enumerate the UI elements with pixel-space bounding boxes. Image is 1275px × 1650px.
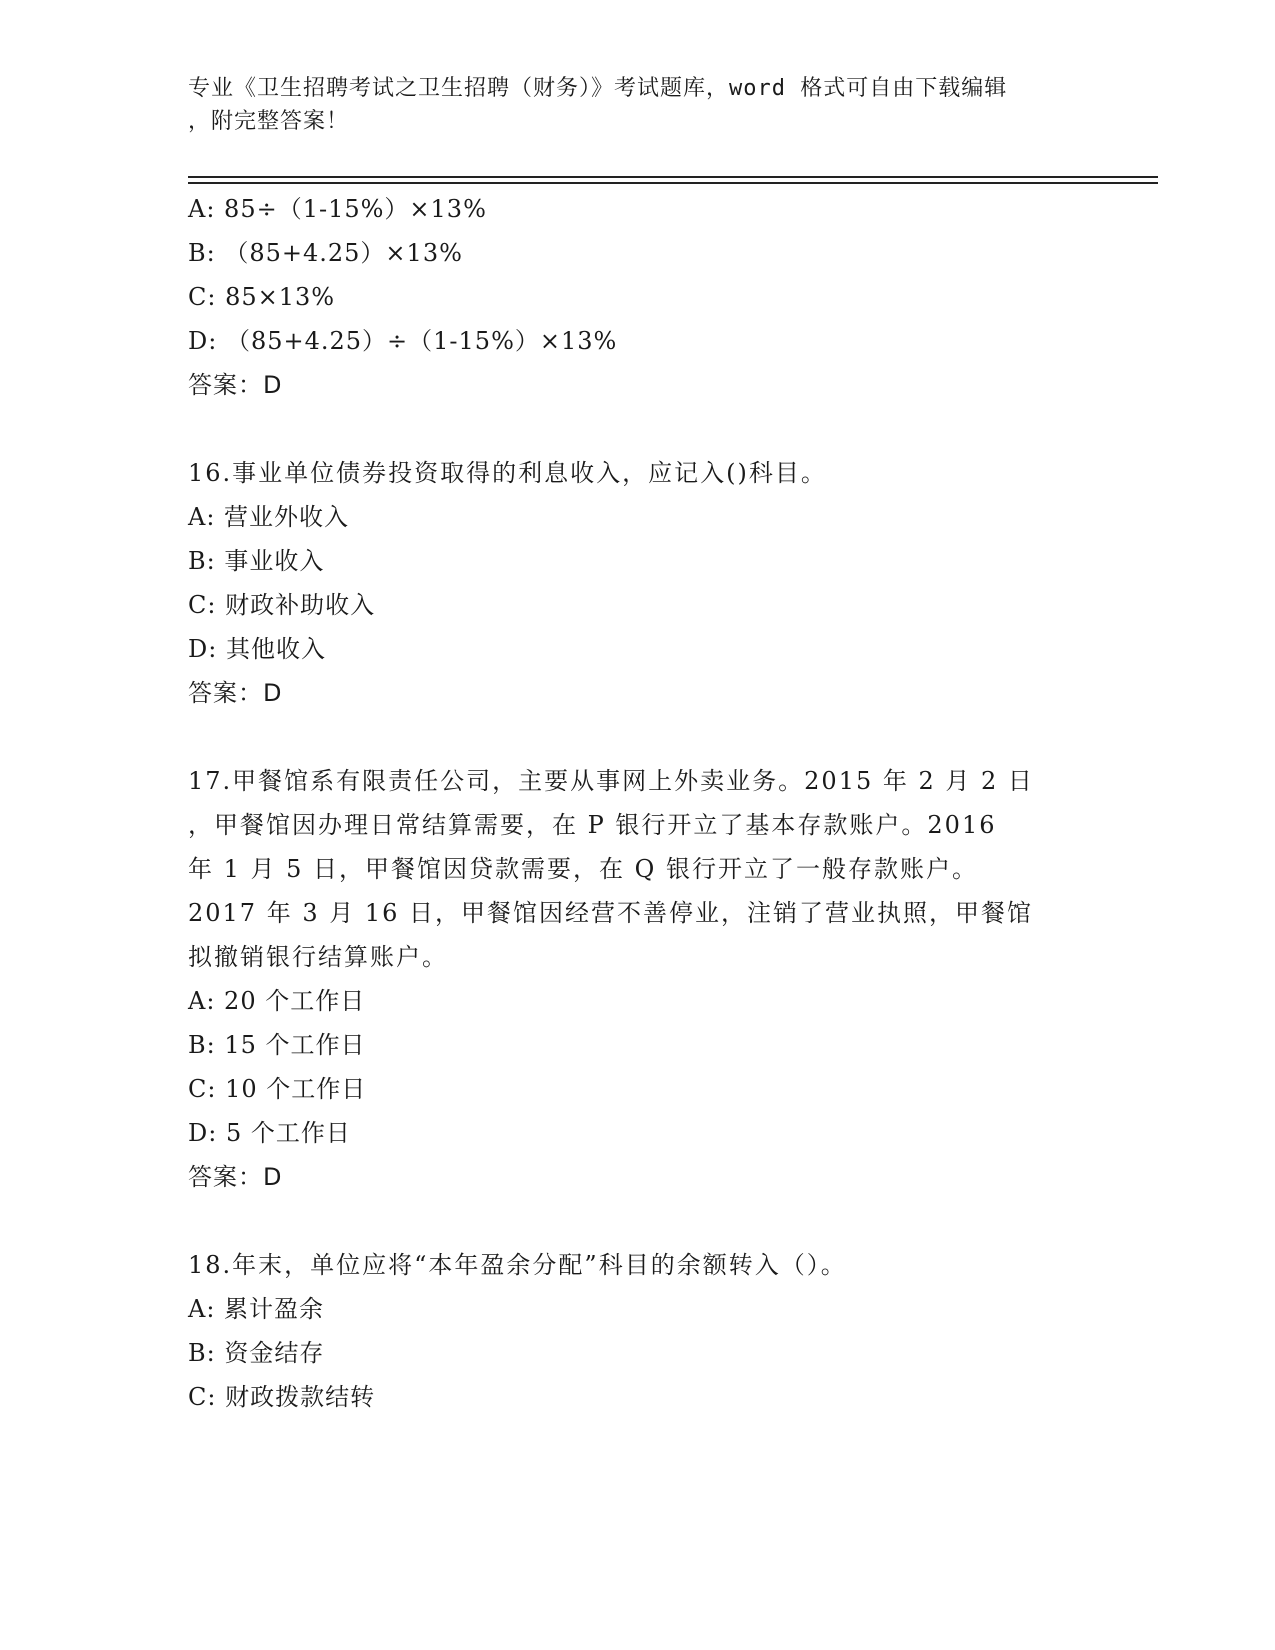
header-rule-bottom xyxy=(188,182,1158,184)
q17-question-line-3: 年 1 月 5 日，甲餐馆因贷款需要，在 Q 银行开立了一般存款账户。 xyxy=(188,855,978,883)
header-line-2: ，附完整答案！ xyxy=(188,109,350,134)
q15-option-a: A: 85÷（1-15%）×13% xyxy=(188,195,487,223)
q18-option-b: B: 资金结存 xyxy=(188,1339,325,1367)
q18-option-c: C: 财政拨款结转 xyxy=(188,1383,376,1411)
q17-question-line-4: 2017 年 3 月 16 日，甲餐馆因经营不善停业，注销了营业执照，甲餐馆 xyxy=(188,899,1034,927)
q16-option-a: A: 营业外收入 xyxy=(188,503,350,531)
q18-option-a: A: 累计盈余 xyxy=(188,1295,325,1323)
q16-option-b: B: 事业收入 xyxy=(188,547,325,575)
q15-option-d: D: （85+4.25）÷（1-15%）×13% xyxy=(188,327,618,355)
q17-question-line-5: 拟撤销银行结算账户。 xyxy=(188,943,448,971)
q17-answer: 答案：D xyxy=(188,1163,283,1191)
q17-option-b: B: 15 个工作日 xyxy=(188,1031,366,1059)
page-header xyxy=(188,72,1088,138)
q17-question-line-2: ，甲餐馆因办理日常结算需要，在 P 银行开立了基本存款账户。2016 xyxy=(188,811,997,839)
q16-question: 16.事业单位债券投资取得的利息收入，应记入()科目。 xyxy=(188,459,827,487)
q16-option-d: D: 其他收入 xyxy=(188,635,326,663)
header-rule-top xyxy=(188,176,1158,178)
q15-answer: 答案：D xyxy=(188,371,283,399)
q16-answer: 答案：D xyxy=(188,679,283,707)
q18-question: 18.年末，单位应将“本年盈余分配”科目的余额转入（）。 xyxy=(188,1251,847,1279)
header-line-1: 专业《卫生招聘考试之卫生招聘（财务）》考试题库，word 格式可自由下载编辑 xyxy=(188,76,1008,101)
q17-option-d: D: 5 个工作日 xyxy=(188,1119,351,1147)
q17-option-a: A: 20 个工作日 xyxy=(188,987,366,1015)
q15-option-b: B: （85+4.25）×13% xyxy=(188,239,463,267)
q17-option-c: C: 10 个工作日 xyxy=(188,1075,367,1103)
q16-option-c: C: 财政补助收入 xyxy=(188,591,376,619)
q17-question-line-1: 17.甲餐馆系有限责任公司，主要从事网上外卖业务。2015 年 2 月 2 日 xyxy=(188,767,1034,795)
q15-option-c: C: 85×13% xyxy=(188,283,336,311)
